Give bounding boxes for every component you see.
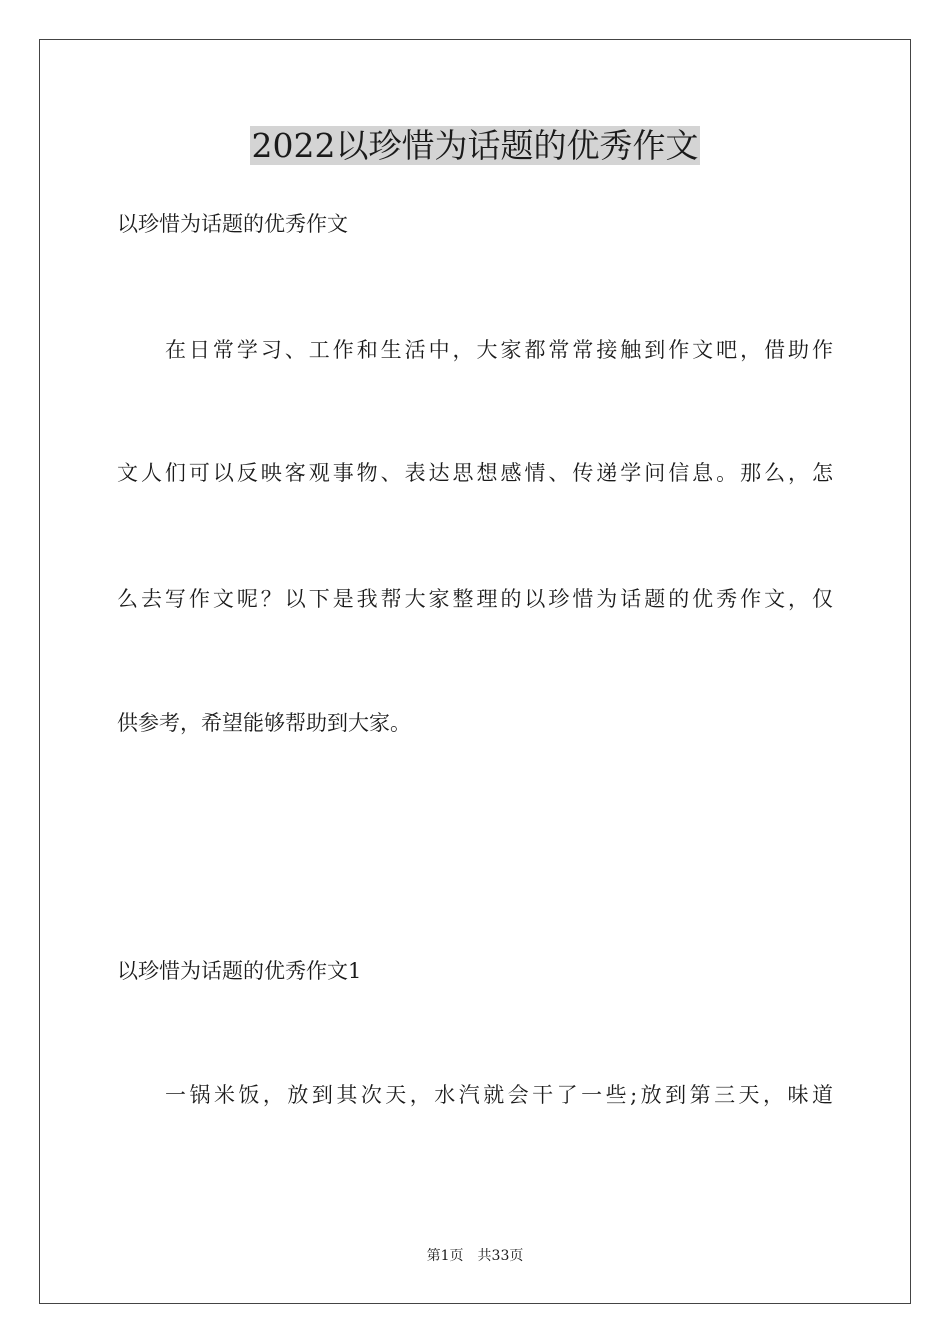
page-total: 共33页 (477, 1248, 524, 1264)
paragraph-line: 么去写作文呢？以下是我帮大家整理的以珍惜为话题的优秀作文，仅 (117, 587, 833, 611)
page-number: 第1页 (426, 1248, 464, 1264)
page-footer (0, 1247, 950, 1265)
paragraph-line: 一锅米饭，放到其次天，水汽就会干了一些;放到第三天，味道 (165, 1083, 833, 1107)
document-subtitle: 以珍惜为话题的优秀作文 (117, 212, 348, 236)
document-title (0, 124, 950, 168)
paragraph-line: 文人们可以反映客观事物、表达思想感情、传递学问信息。那么，怎 (117, 461, 833, 485)
document-title-text: 2022以珍惜为话题的优秀作文 (251, 126, 699, 165)
paragraph-line: 在日常学习、工作和生活中，大家都常常接触到作文吧，借助作 (165, 338, 833, 362)
section-heading: 以珍惜为话题的优秀作文1 (117, 959, 362, 983)
paragraph-line: 供参考，希望能够帮助到大家。 (117, 711, 411, 735)
